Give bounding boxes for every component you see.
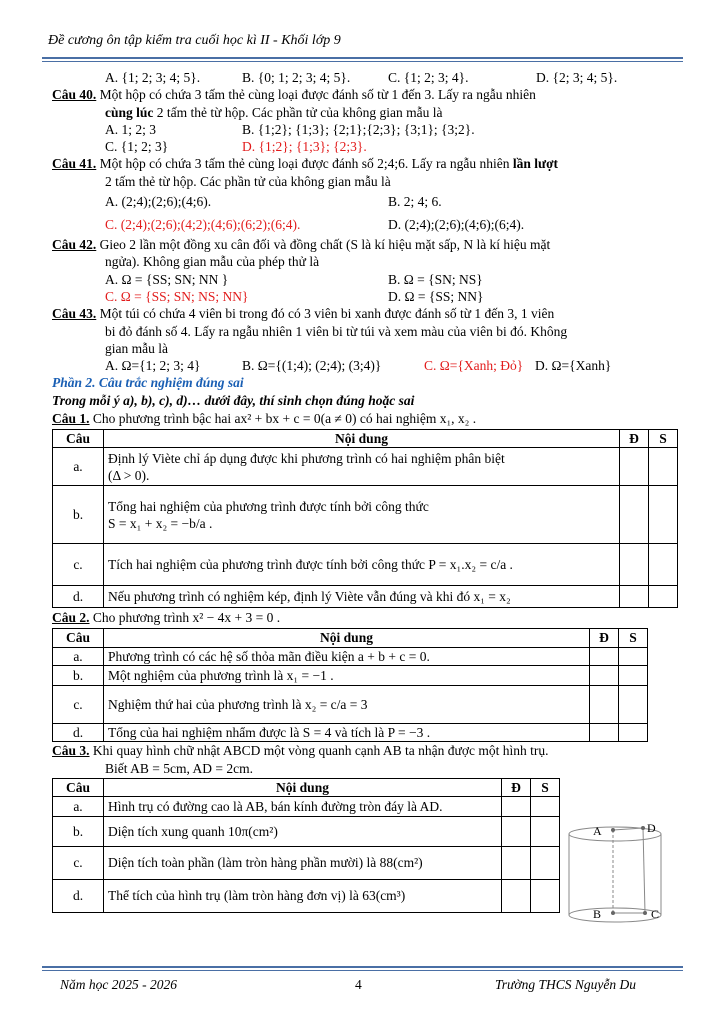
th-s: S	[649, 430, 678, 448]
q42-options-cd	[52, 288, 678, 305]
false-cell[interactable]	[649, 586, 678, 608]
row-text: Diện tích toàn phần (làm tròn hàng phần mười) là 88(cm²)	[104, 846, 502, 879]
false-cell[interactable]	[619, 723, 648, 741]
row-text: Tổng hai nghiệm của phương trình được tính bởi công thức	[108, 498, 429, 514]
true-cell[interactable]	[590, 647, 619, 665]
false-cell[interactable]	[531, 816, 560, 846]
q43-text3: gian mẫu là	[105, 340, 168, 356]
row-text: Định lý Viète chỉ áp dụng được khi phương trình có hai nghiệm phân biệt	[108, 450, 505, 466]
p1-table	[52, 429, 678, 608]
label-c: C	[651, 907, 660, 921]
q39-option-c: C. {1; 2; 3; 4}.	[388, 70, 469, 85]
th-content: Nội dung	[104, 778, 502, 796]
q43-options	[52, 357, 678, 374]
q40-bold: cùng lúc	[105, 104, 154, 120]
q41-option-d: D. (2;4);(2;6);(4;6);(6;4).	[388, 217, 525, 233]
q41-text2: 2 tấm thẻ từ hộp. Các phần tử của không gian mẫu là	[105, 173, 391, 189]
q40-option-d: D. {1;2}; {1;3}; {2;3}.	[242, 139, 367, 155]
label-d: D	[647, 822, 656, 835]
th-d: Đ	[502, 778, 531, 796]
row-key: a.	[53, 448, 104, 486]
false-cell[interactable]	[531, 879, 560, 912]
q42-number: Câu 42.	[52, 237, 97, 253]
true-cell[interactable]	[590, 723, 619, 741]
row-key: d.	[53, 879, 104, 912]
true-cell[interactable]	[620, 544, 649, 586]
row-key: c.	[53, 846, 104, 879]
p2-text: Cho phương trình x² − 4x + 3 = 0 .	[92, 610, 281, 626]
q40-text2: 2 tấm thẻ từ hộp. Các phần tử của không gian mẫu là	[156, 104, 443, 120]
footer-year: Năm học 2025 - 2026	[60, 977, 177, 992]
q41-options-ab	[52, 190, 678, 213]
false-cell[interactable]	[619, 685, 648, 723]
true-cell[interactable]	[502, 816, 531, 846]
p1-heading	[52, 409, 678, 429]
row-key: d.	[53, 586, 104, 608]
row-text: Phương trình có các hệ số thỏa mãn điều kiện a + b + c = 0.	[104, 647, 590, 665]
q40-number: Câu 40.	[52, 87, 97, 103]
false-cell[interactable]	[531, 796, 560, 816]
th-d: Đ	[620, 430, 649, 448]
q41-option-a: A. (2;4);(2;6);(4;6).	[105, 194, 212, 210]
footer-rule	[42, 966, 683, 968]
th-cau: Câu	[53, 778, 104, 796]
segment-ad	[613, 828, 643, 830]
row-text: Thể tích của hình trụ (làm tròn hàng đơn vị) là 63(cm³)	[104, 879, 502, 912]
q42-line1	[52, 236, 678, 253]
false-cell[interactable]	[619, 647, 648, 665]
true-cell[interactable]	[502, 879, 531, 912]
label-b: B	[593, 907, 602, 921]
q39-options	[52, 69, 678, 86]
q41-option-b: B. 2; 4; 6.	[388, 194, 442, 210]
p2-number: Câu 2.	[52, 610, 90, 626]
row-key: c.	[53, 544, 104, 586]
q43-text1: Một túi có chứa 4 viên bi trong đó có 3 viên bi xanh được đánh số từ 1 đến 3, 1 viên	[99, 306, 555, 322]
label-a: A	[593, 824, 602, 838]
point-c	[643, 911, 647, 915]
p1-number: Câu 1.	[52, 411, 90, 427]
true-cell[interactable]	[502, 846, 531, 879]
row-key: a.	[53, 796, 104, 816]
row-key: b.	[53, 816, 104, 846]
th-content: Nội dung	[104, 430, 620, 448]
q39-option-d: D. {2; 3; 4; 5}.	[536, 70, 618, 85]
th-content: Nội dung	[104, 629, 590, 647]
row-key: b.	[53, 665, 104, 685]
q43-option-b: B. Ω={(1;4); (2;4); (3;4)}	[242, 358, 382, 374]
q40-text1: Một hộp có chứa 3 tấm thẻ cùng loại được đánh số từ 1 đến 3. Lấy ra ngẫu nhiên	[99, 87, 536, 103]
row-key: c.	[53, 685, 104, 723]
th-d: Đ	[590, 629, 619, 647]
row-text: Diện tích xung quanh 10π(cm²)	[104, 816, 502, 846]
false-cell[interactable]	[649, 486, 678, 544]
p2-heading	[52, 608, 678, 628]
q42-option-d: D. Ω = {SS; NN}	[388, 288, 484, 304]
row-text: Tổng của hai nghiệm nhẩm được là S = 4 và tích là P = −3 .	[104, 723, 590, 741]
q40-options-cd	[52, 138, 678, 155]
false-cell[interactable]	[619, 665, 648, 685]
true-cell[interactable]	[620, 448, 649, 486]
th-cau: Câu	[53, 629, 104, 647]
q41-bold: lần lượt	[512, 156, 559, 172]
q42-option-a: A. Ω = {SS; SN; NN }	[105, 271, 229, 287]
p3-number: Câu 3.	[52, 743, 90, 759]
page-header: Đề cương ôn tập kiểm tra cuối học kì II - Khối lớp 9	[48, 33, 341, 48]
true-cell[interactable]	[590, 665, 619, 685]
q40-option-c: C. {1; 2; 3}	[105, 139, 169, 155]
footer-rule-thin	[42, 970, 683, 971]
row-text: (Δ > 0).	[108, 467, 150, 483]
th-cau: Câu	[53, 430, 104, 448]
false-cell[interactable]	[649, 448, 678, 486]
q40-option-b: B. {1;2}; {1;3}; {2;1};{2;3}; {3;1}; {3;2}.	[242, 121, 475, 137]
q42-options-ab	[52, 271, 678, 288]
p3-table	[52, 778, 560, 913]
part2-instructions: Trong mỗi ý a), b), c), d)… dưới đây, thí sinh chọn đúng hoặc sai	[52, 392, 415, 408]
row-text: S = x₁ + x₂ = −b/a .	[108, 515, 213, 531]
q42-option-b: B. Ω = {SN; NS}	[388, 271, 483, 287]
q42-text1: Gieo 2 lần một đồng xu cân đối và đồng chất (S là kí hiệu mặt sấp, N là kí hiệu mặt	[99, 237, 551, 253]
p1-text: Cho phương trình bậc hai ax² + bx + c = 0(a ≠ 0) có hai nghiệm x₁, x₂ .	[92, 411, 477, 427]
q43-line1	[52, 305, 678, 322]
row-key: b.	[53, 486, 104, 544]
header-rule-thin	[42, 61, 683, 62]
th-s: S	[619, 629, 648, 647]
q42-text2: ngửa). Không gian mẫu của phép thử là	[105, 254, 320, 270]
q42-option-c: C. Ω = {SS; SN; NS; NN}	[105, 288, 249, 304]
q41-option-c: C. (2;4);(2;6);(4;2);(4;6);(6;2);(6;4).	[105, 217, 301, 233]
q40-line2	[52, 104, 678, 121]
q39-option-b: B. {0; 1; 2; 3; 4; 5}.	[242, 70, 351, 85]
th-s: S	[531, 778, 560, 796]
p2-table	[52, 628, 648, 742]
row-text: Nếu phương trình có nghiệm kép, định lý Viète vẫn đúng và khi đó x₁ = x₂	[104, 586, 620, 608]
row-text: Hình trụ có đường cao là AB, bán kính đường tròn đáy là AD.	[104, 796, 502, 816]
row-text: Một nghiệm của phương trình là x₁ = −1 .	[104, 665, 590, 685]
row-key: d.	[53, 723, 104, 741]
header-rule	[42, 57, 683, 59]
row-text: Nghiệm thứ hai của phương trình là x₂ = c/a = 3	[104, 685, 590, 723]
q43-option-c: C. Ω={Xanh; Đỏ}	[424, 358, 524, 374]
p3-text1: Khi quay hình chữ nhật ABCD một vòng quanh cạnh AB ta nhận được một hình trụ.	[92, 743, 549, 759]
q41-options-cd	[52, 213, 678, 236]
q39-option-a: A. {1; 2; 3; 4; 5}.	[105, 70, 201, 85]
p3-heading	[52, 742, 678, 760]
true-cell[interactable]	[620, 586, 649, 608]
page-number: 4	[355, 977, 362, 992]
cylinder-figure	[565, 822, 675, 930]
point-a	[611, 828, 615, 832]
q40-option-a: A. 1; 2; 3	[105, 121, 157, 137]
q40-options-ab	[52, 121, 678, 138]
p3-text2: Biết AB = 5cm, AD = 2cm.	[105, 761, 253, 777]
q40-line1	[52, 86, 678, 103]
part2-title: Phần 2. Câu trắc nghiệm đúng sai	[52, 375, 244, 391]
false-cell[interactable]	[649, 544, 678, 586]
true-cell[interactable]	[590, 685, 619, 723]
q41-number: Câu 41.	[52, 156, 97, 172]
true-cell[interactable]	[502, 796, 531, 816]
cylinder-bottom-ellipse	[569, 908, 661, 922]
page-content	[52, 69, 678, 913]
q43-number: Câu 43.	[52, 306, 97, 322]
q43-text2: bi đỏ đánh số 4. Lấy ra ngẫu nhiên 1 viên bi từ túi và xem màu của viên bi đó. Không	[105, 323, 568, 339]
false-cell[interactable]	[531, 846, 560, 879]
segment-dc	[643, 828, 645, 913]
row-text: Tích hai nghiệm của phương trình được tính bởi công thức P = x₁.x₂ = c/a .	[104, 544, 620, 586]
point-d	[641, 826, 645, 830]
true-cell[interactable]	[620, 486, 649, 544]
row-key: a.	[53, 647, 104, 665]
q43-option-a: A. Ω={1; 2; 3; 4}	[105, 358, 201, 374]
point-b	[611, 911, 615, 915]
footer-school: Trường THCS Nguyễn Du	[495, 977, 636, 992]
q43-option-d: D. Ω={Xanh}	[535, 358, 612, 374]
q41-text1: Một hộp có chứa 3 tấm thẻ cùng loại được đánh số 2;4;6. Lấy ra ngẫu nhiên	[99, 156, 510, 172]
q41-line1	[52, 155, 678, 172]
